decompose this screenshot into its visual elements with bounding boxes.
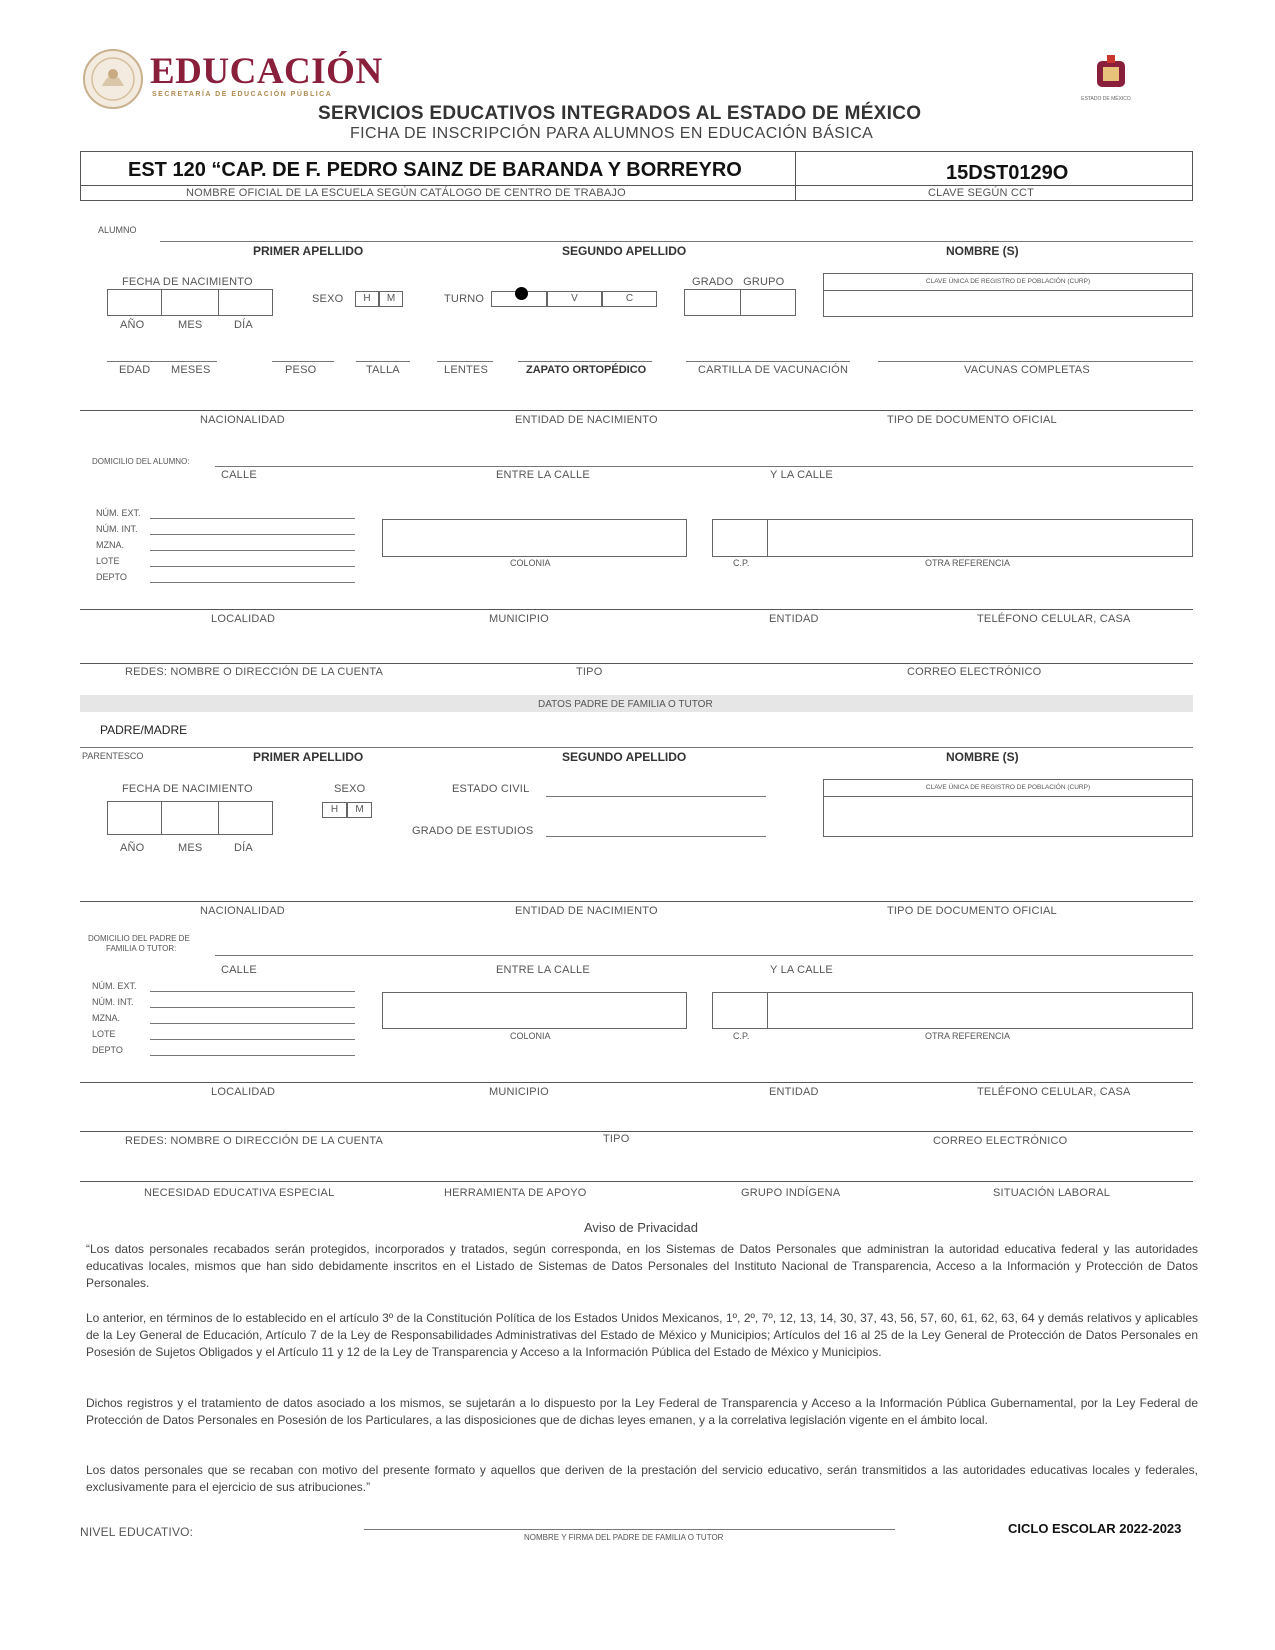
ciclo-escolar: CICLO ESCOLAR 2022-2023 — [1008, 1521, 1182, 1536]
firma-line[interactable] — [364, 1529, 895, 1530]
tutor-mzna-line[interactable] — [150, 1023, 355, 1024]
brand-subtitle: SECRETARÍA DE EDUCACIÓN PÚBLICA — [152, 91, 333, 98]
tutor-cp-label: C.P. — [733, 1031, 750, 1041]
tutor-colonia-label: COLONIA — [510, 1031, 551, 1041]
privacy-paragraph-3: Dichos registros y el tratamiento de datos asociado a los mismos, se sujetarán a lo dispuesto por la Ley Federal de Transparencia y Acceso a la Información Pública Gubernamental, por la Ley Federal de Protección de Datos Personales en Posesión de los Particulares, a las disposiciones que de dichas leyes emanen, y a la correlativa legislación vigente en el ámbito local. — [86, 1396, 1198, 1427]
tutor-localidad-label: LOCALIDAD — [211, 1086, 276, 1098]
localidad-label: LOCALIDAD — [211, 613, 276, 625]
tutor-mes-label: MES — [178, 842, 203, 854]
tutor-redes-label: REDES: NOMBRE O DIRECCIÓN DE LA CUENTA — [125, 1135, 383, 1147]
domicilio-line[interactable] — [215, 466, 1193, 467]
tutor-domicilio-label-2: FAMILIA O TUTOR: — [106, 944, 177, 953]
tutor-y-calle-label: Y LA CALLE — [770, 964, 833, 976]
tutor-curp-label: CLAVE ÚNICA DE REGISTRO DE POBLACIÓN (CURP) — [925, 784, 1091, 791]
zapato-line[interactable] — [518, 361, 652, 362]
form-title: SERVICIOS EDUCATIVOS INTEGRADOS AL ESTADO DE MÉXICO — [318, 103, 922, 124]
num-ext-label: NÚM. EXT. — [96, 508, 141, 518]
tutor-sexo-m-checkbox[interactable]: M — [347, 802, 372, 818]
tutor-num-ext-line[interactable] — [150, 991, 355, 992]
tutor-otra-ref-label: OTRA REFERENCIA — [925, 1031, 1011, 1041]
tutor-fecha-nac-label: FECHA DE NACIMIENTO — [122, 783, 253, 795]
mzna-label: MZNA. — [96, 540, 124, 550]
parentesco-value[interactable]: PADRE/MADRE — [100, 723, 188, 737]
primer-apellido-label: PRIMER APELLIDO — [253, 244, 364, 258]
cartilla-label: CARTILLA DE VACUNACIÓN — [698, 364, 849, 376]
alumno-name-line[interactable] — [160, 241, 1193, 242]
vacunas-label: VACUNAS COMPLETAS — [964, 364, 1090, 376]
tutor-fecha-nac-boxes[interactable] — [107, 801, 273, 835]
tutor-entre-calle-label: ENTRE LA CALLE — [496, 964, 590, 976]
turno-v-checkbox[interactable]: V — [547, 291, 602, 307]
parentesco-label: PARENTESCO — [82, 751, 144, 761]
estado-mexico-text: ESTADO DE MÉXICO — [1081, 96, 1131, 102]
herramienta-label: HERRAMIENTA DE APOYO — [444, 1187, 587, 1199]
tutor-nacionalidad-label: NACIONALIDAD — [200, 905, 285, 917]
grado-estudios-line[interactable] — [546, 836, 766, 837]
school-box-divider-v — [795, 151, 796, 201]
tutor-dia-label: DÍA — [234, 842, 253, 854]
school-name[interactable]: EST 120 “CAP. DE F. PEDRO SAINZ DE BARANDA Y BORREYRO — [128, 159, 742, 181]
tutor-anio-label: AÑO — [120, 842, 145, 854]
localidad-line[interactable] — [80, 609, 1193, 610]
fecha-nac-boxes[interactable] — [107, 289, 273, 316]
turno-label: TURNO — [444, 293, 485, 305]
meses-label: MESES — [171, 364, 211, 376]
tutor-correo-label: CORREO ELECTRÓNICO — [933, 1135, 1068, 1147]
cp-box[interactable] — [712, 519, 768, 557]
tutor-sexo-h-checkbox[interactable]: H — [322, 802, 347, 818]
tipo-label: TIPO — [576, 666, 603, 678]
estado-mexico-logo — [1081, 55, 1137, 107]
tutor-primer-apellido-label: PRIMER APELLIDO — [253, 750, 364, 764]
extra-line[interactable] — [80, 1181, 1193, 1182]
tutor-redes-line[interactable] — [80, 1131, 1193, 1132]
num-int-label: NÚM. INT. — [96, 524, 138, 534]
talla-line[interactable] — [356, 361, 410, 362]
privacy-paragraph-4: Los datos personales que se recaban con motivo del presente formato y aquellos que deriven de la prestación del servicio educativo, serán transmitidos a las autoridades educativas locales y federales, exclusivamente para el ejercicio de sus atribuciones.” — [86, 1463, 1198, 1494]
brand-title: EDUCACIÓN — [150, 51, 383, 92]
estado-civil-line[interactable] — [546, 796, 766, 797]
tutor-depto-line[interactable] — [150, 1055, 355, 1056]
alumno-label: ALUMNO — [98, 225, 137, 235]
fecha-div-2 — [218, 289, 219, 316]
municipio-label: MUNICIPIO — [489, 613, 549, 625]
nombres-label: NOMBRE (S) — [946, 244, 1019, 258]
peso-line[interactable] — [272, 361, 334, 362]
mzna-line[interactable] — [150, 550, 355, 551]
tutor-num-int-label: NÚM. INT. — [92, 997, 134, 1007]
situacion-label: SITUACIÓN LABORAL — [993, 1187, 1111, 1199]
depto-line[interactable] — [150, 582, 355, 583]
tutor-fecha-div-2 — [218, 801, 219, 835]
telefono-label: TELÉFONO CELULAR, CASA — [977, 613, 1131, 625]
correo-label: CORREO ELECTRÓNICO — [907, 666, 1042, 678]
fecha-div-1 — [161, 289, 162, 316]
tutor-entidad-label: ENTIDAD — [769, 1086, 819, 1098]
mes-label: MES — [178, 319, 203, 331]
school-name-label: NOMBRE OFICIAL DE LA ESCUELA SEGÚN CATÁLOGO DE CENTRO DE TRABAJO — [186, 187, 626, 199]
tutor-sexo-label: SEXO — [334, 783, 366, 795]
y-calle-label: Y LA CALLE — [770, 469, 833, 481]
fecha-nac-label: FECHA DE NACIMIENTO — [122, 276, 253, 288]
firma-label: NOMBRE Y FIRMA DEL PADRE DE FAMILIA O TUTOR — [524, 1533, 724, 1542]
zapato-label: ZAPATO ORTOPÉDICO — [526, 364, 647, 376]
entidad-label: ENTIDAD — [769, 613, 819, 625]
tutor-colonia-box[interactable] — [382, 992, 687, 1029]
tutor-depto-label: DEPTO — [92, 1045, 123, 1055]
vacunas-line[interactable] — [878, 361, 1193, 362]
tutor-calle-label: CALLE — [221, 964, 257, 976]
tutor-cp-box[interactable] — [712, 992, 768, 1029]
cartilla-line[interactable] — [686, 361, 850, 362]
tutor-lote-line[interactable] — [150, 1039, 355, 1040]
nacionalidad-line[interactable] — [80, 410, 1193, 411]
sep-seal-logo — [82, 48, 144, 110]
sexo-label: SEXO — [312, 293, 344, 305]
tutor-localidad-line[interactable] — [80, 1082, 1193, 1083]
grupo-indigena-label: GRUPO INDÍGENA — [741, 1187, 841, 1199]
school-cct-label: CLAVE SEGÚN CCT — [928, 187, 1035, 199]
entre-calle-label: ENTRE LA CALLE — [496, 469, 590, 481]
tutor-nacionalidad-line[interactable] — [80, 901, 1193, 902]
school-cct[interactable]: 15DST0129O — [946, 162, 1069, 184]
grado-div — [740, 289, 741, 316]
otra-ref-label: OTRA REFERENCIA — [925, 558, 1011, 568]
entidad-nac-label: ENTIDAD DE NACIMIENTO — [515, 414, 658, 426]
tutor-section-title: DATOS PADRE DE FAMILIA O TUTOR — [538, 699, 713, 710]
edad-label: EDAD — [119, 364, 151, 376]
necesidad-label: NECESIDAD EDUCATIVA ESPECIAL — [144, 1187, 335, 1199]
tutor-num-int-line[interactable] — [150, 1007, 355, 1008]
num-ext-line[interactable] — [150, 518, 355, 519]
tipo-doc-label: TIPO DE DOCUMENTO OFICIAL — [887, 414, 1057, 426]
privacy-paragraph-1: “Los datos personales recabados serán protegidos, incorporados y tratados, según corresponda, en los Sistemas de Datos Personales que administran la autoridad educativa federal y las autoridades educativas locales, mismos que han sido debidamente inscritos en el Listado de Sistemas de Datos Personales del Instituto Nacional de Transparencia, Acceso a la Información y Protección de Datos Personales. — [86, 1242, 1198, 1290]
sexo-h-checkbox[interactable]: H — [355, 291, 379, 307]
lentes-line[interactable] — [437, 361, 493, 362]
privacy-title: Aviso de Privacidad — [584, 1220, 698, 1235]
lote-line[interactable] — [150, 566, 355, 567]
domicilio-label: DOMICILIO DEL ALUMNO: — [92, 457, 190, 466]
nivel-educativo-label: NIVEL EDUCATIVO: — [80, 1525, 194, 1539]
turno-selected-dot — [515, 287, 528, 300]
calle-label: CALLE — [221, 469, 257, 481]
tutor-municipio-label: MUNICIPIO — [489, 1086, 549, 1098]
tutor-domicilio-label-1: DOMICILIO DEL PADRE DE — [88, 934, 190, 943]
privacy-paragraph-2: Lo anterior, en términos de lo establecido en el artículo 3º de la Constitución Política de los Estados Unidos Mexicanos, 1º, 2º, 7º, 12, 13, 14, 30, 37, 43, 56, 57, 60, 61, 62, 63, 64 y demás relativos y aplicables de la Ley General de Educación, Artículo 7 de la Ley de Responsabilidades Administrativas del Estado de México y Municipios; Artículos del 16 al 25 de la Ley General de Protección de Datos Personales en Posesión de Sujetos Obligados y el Artículo 11 y 12 de la Ley de Transparencia y Acceso a la Información Pública del Estado de México y Municipios. — [86, 1311, 1198, 1359]
estado-civil-label: ESTADO CIVIL — [452, 783, 530, 795]
tutor-mzna-label: MZNA. — [92, 1013, 120, 1023]
tutor-tipo-label: TIPO — [603, 1133, 630, 1145]
turno-c-checkbox[interactable]: C — [602, 291, 657, 307]
otra-ref-box[interactable] — [767, 519, 1193, 557]
tutor-domicilio-line[interactable] — [215, 955, 1193, 956]
redes-label: REDES: NOMBRE O DIRECCIÓN DE LA CUENTA — [125, 666, 383, 678]
tutor-name-line[interactable] — [80, 747, 1193, 748]
colonia-box[interactable] — [382, 519, 687, 557]
tutor-otra-ref-box[interactable] — [767, 992, 1193, 1029]
tutor-curp-divider — [823, 796, 1193, 797]
talla-label: TALLA — [366, 364, 400, 376]
segundo-apellido-label: SEGUNDO APELLIDO — [562, 244, 687, 258]
depto-label: DEPTO — [96, 572, 127, 582]
sexo-m-checkbox[interactable]: M — [379, 291, 403, 307]
grado-grupo-label: GRADO GRUPO — [692, 276, 785, 288]
curp-label: CLAVE ÚNICA DE REGISTRO DE POBLACIÓN (CURP) — [925, 278, 1091, 285]
curp-divider — [823, 290, 1193, 291]
grado-estudios-label: GRADO DE ESTUDIOS — [412, 825, 534, 837]
cp-label: C.P. — [733, 558, 750, 568]
edad-line[interactable] — [107, 361, 217, 362]
nacionalidad-label: NACIONALIDAD — [200, 414, 285, 426]
anio-label: AÑO — [120, 319, 145, 331]
tutor-segundo-apellido-label: SEGUNDO APELLIDO — [562, 750, 687, 764]
tutor-tipo-doc-label: TIPO DE DOCUMENTO OFICIAL — [887, 905, 1057, 917]
colonia-label: COLONIA — [510, 558, 551, 568]
redes-line[interactable] — [80, 663, 1193, 664]
num-int-line[interactable] — [150, 534, 355, 535]
tutor-num-ext-label: NÚM. EXT. — [92, 981, 137, 991]
lote-label: LOTE — [96, 556, 120, 566]
tutor-entidad-nac-label: ENTIDAD DE NACIMIENTO — [515, 905, 658, 917]
peso-label: PESO — [285, 364, 317, 376]
tutor-fecha-div-1 — [161, 801, 162, 835]
dia-label: DÍA — [234, 319, 253, 331]
tutor-nombres-label: NOMBRE (S) — [946, 750, 1019, 764]
tutor-telefono-label: TELÉFONO CELULAR, CASA — [977, 1086, 1131, 1098]
form-subtitle: FICHA DE INSCRIPCIÓN PARA ALUMNOS EN EDUCACIÓN BÁSICA — [350, 125, 874, 142]
tutor-lote-label: LOTE — [92, 1029, 116, 1039]
school-box-divider-h — [80, 185, 1193, 186]
lentes-label: LENTES — [444, 364, 488, 376]
